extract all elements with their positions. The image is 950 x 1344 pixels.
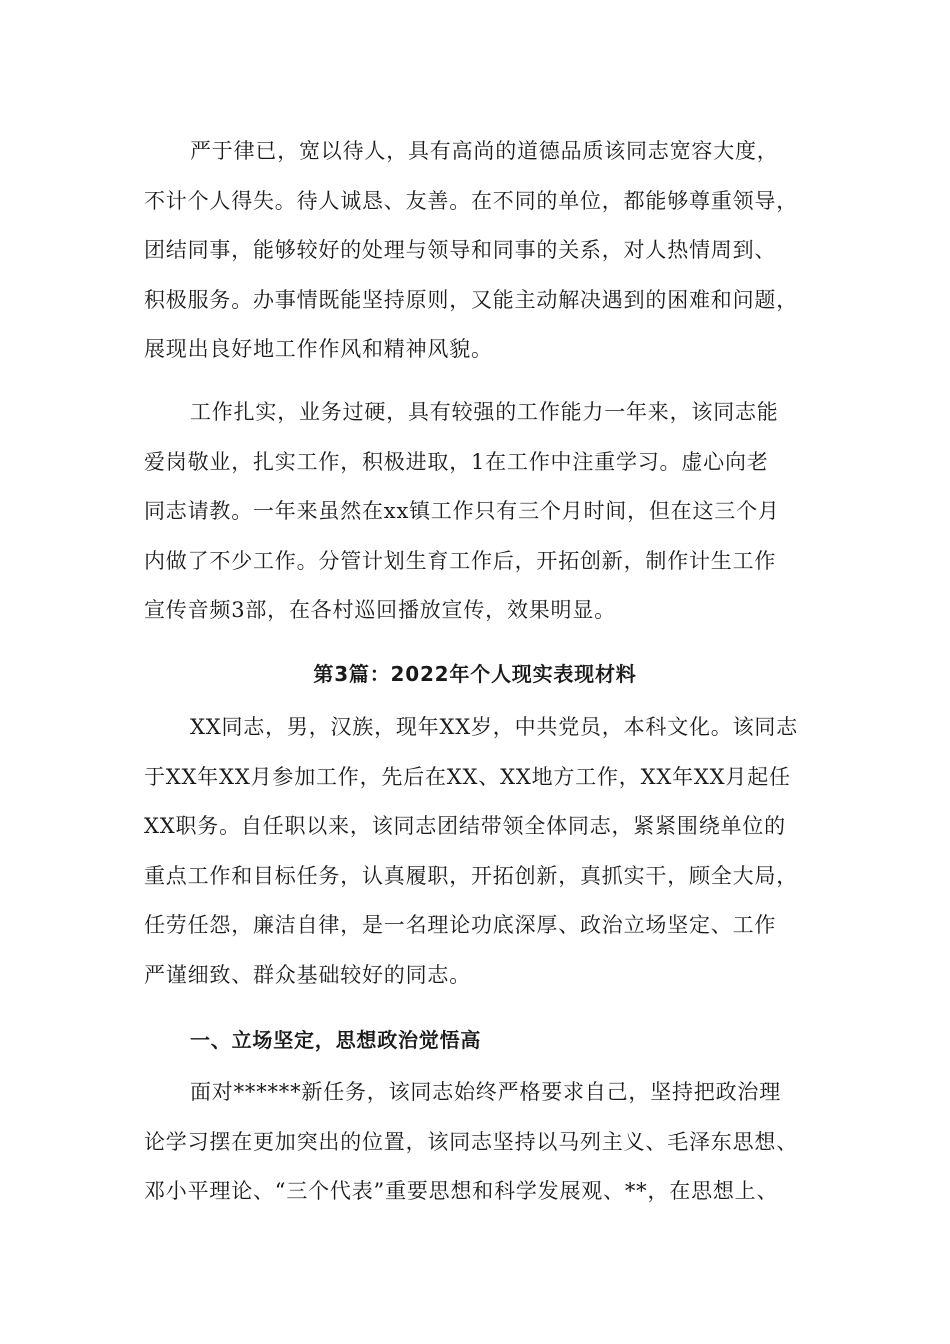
text-line: 论学习摆在更加突出的位置，该同志坚持以马列主义、毛泽东思想、 bbox=[144, 1129, 798, 1154]
paragraph-work-ability bbox=[144, 388, 814, 636]
paragraph-profile bbox=[144, 703, 814, 1000]
text-line: 严谨细致、群众基础较好的同志。 bbox=[144, 962, 471, 987]
text-line: 邓小平理论、“三个代表”重要思想和科学发展观、**，在思想上、 bbox=[144, 1179, 779, 1203]
text-line: 爱岗敬业，扎实工作，积极进取，1在工作中注重学习。虚心向老 bbox=[144, 449, 769, 474]
paragraph-conduct bbox=[144, 127, 814, 375]
text-line: 严于律已，宽以待人，具有高尚的道德品质该同志宽容大度， bbox=[190, 139, 779, 163]
text-line: 于XX年XX月参加工作，先后在XX、XX地方工作，XX年XX月起任 bbox=[144, 764, 791, 789]
text-line: 展现出良好地工作作风和精神风貌。 bbox=[144, 337, 493, 361]
text-line: 积极服务。办事情既能坚持原则，又能主动解决遇到的困难和问题， bbox=[144, 287, 798, 312]
text-line: 不计个人得失。待人诚恳、友善。在不同的单位，都能够尊重领导， bbox=[144, 188, 798, 213]
text-line: 宣传音频3部，在各村巡回播放宣传，效果明显。 bbox=[144, 598, 616, 622]
text-line: 团结同事，能够较好的处理与领导和同事的关系，对人热情周到、 bbox=[144, 238, 777, 262]
section-title: 第3篇：2022年个人现实表现材料 bbox=[313, 662, 637, 686]
text-line: 重点工作和目标任务，认真履职，开拓创新，真抓实干，顾全大局， bbox=[144, 863, 798, 888]
text-line: 工作扎实，业务过硬，具有较强的工作能力一年来，该同志能 bbox=[190, 400, 779, 424]
text-line: 内做了不少工作。分管计划生育工作后，开拓创新，制作计生工作 bbox=[144, 548, 777, 573]
paragraph-political-stance bbox=[144, 1068, 814, 1217]
text-line: 任劳任怨，廉洁自律，是一名理论功底深厚、政治立场坚定、工作 bbox=[144, 913, 777, 937]
text-line: 面对******新任务，该同志始终严格要求自己，坚持把政治理 bbox=[190, 1080, 781, 1104]
text-line: XX同志，男，汉族，现年XX岁，中共党员，本科文化。该同志 bbox=[190, 715, 798, 739]
text-line: 同志请教。一年来虽然在xx镇工作只有三个月时间，但在这三个月 bbox=[144, 499, 780, 523]
text-line: XX职务。自任职以来，该同志团结带领全体同志，紧紧围绕单位的 bbox=[144, 814, 786, 838]
subheading: 一、立场坚定，思想政治觉悟高 bbox=[190, 1028, 482, 1052]
